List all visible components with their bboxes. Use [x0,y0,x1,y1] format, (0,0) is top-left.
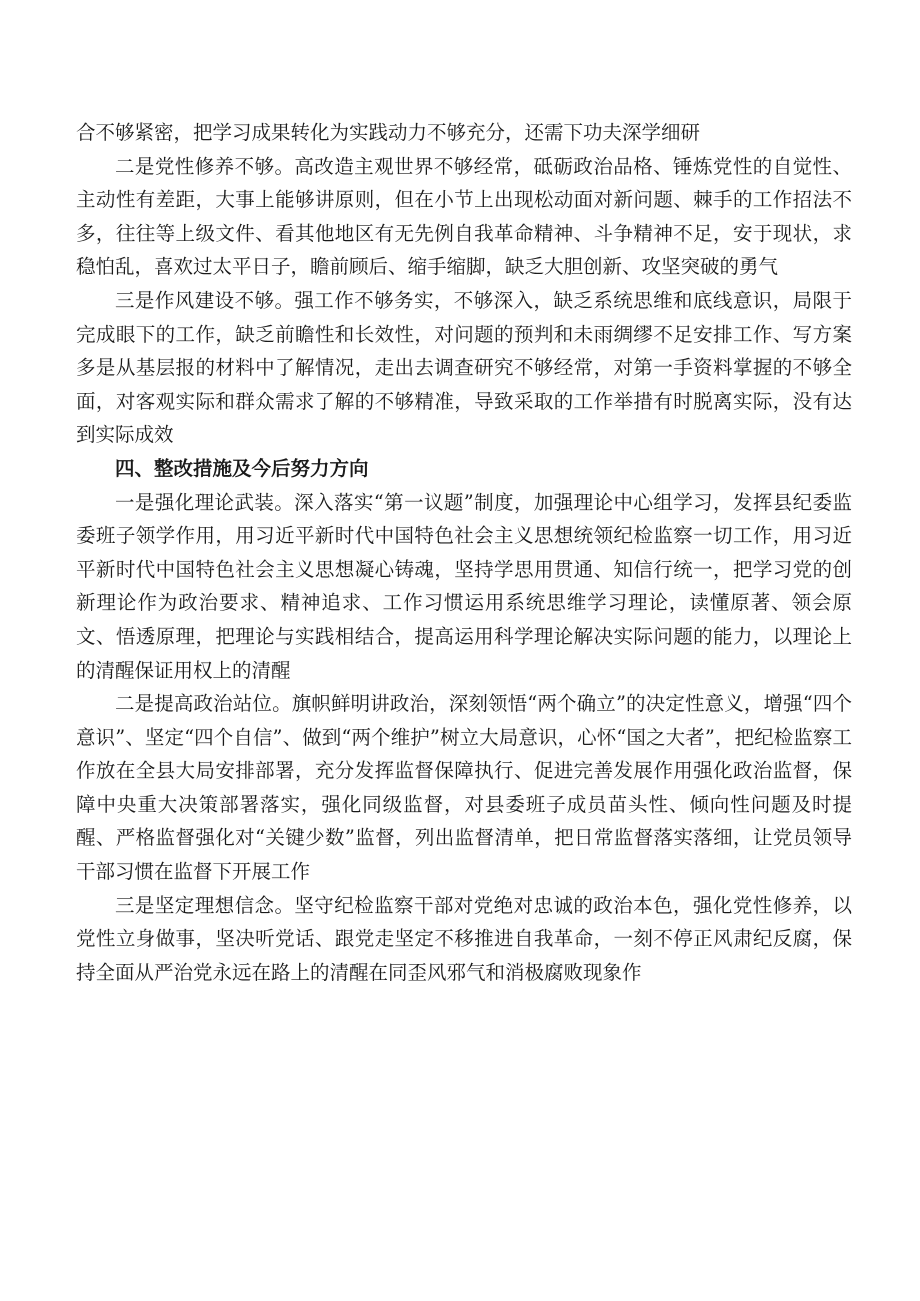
paragraph-theory-armament: 一是强化理论武装。深入落实“第一议题”制度，加强理论中心组学习，发挥县纪委监委班子领学作用，用习近平新时代中国特色社会主义思想统领纪检监察一切工作，用习近平新时代中国特色社会主义思想凝心铸魂，坚持学思用贯通、知信行统一，把学习党的创新理论作为政治要求、精神追求、工作习惯运用系统思维学习理论，读懂原著、领会原文、悟透原理，把理论与实践相结合，提高运用科学理论解决实际问题的能力，以理论上的清醒保证用权上的清醒 [76,490,852,682]
paragraph-ideals-beliefs: 三是坚定理想信念。坚守纪检监察干部对党绝对忠诚的政治本色，强化党性修养，以党性立身做事，坚决听党话、跟党走坚定不移推进自我革命，一刻不停正风肃纪反腐，保持全面从严治党永远在路上的清醒在同歪风邪气和消极腐败现象作 [76,893,852,984]
paragraph-political-stance: 二是提高政治站位。旗帜鲜明讲政治，深刻领悟“两个确立”的决定性意义，增强“四个意识”、坚定“四个自信”、做到“两个维护”树立大局意识，心怀“国之大者”，把纪检监察工作放在全县大局安排部署，充分发挥监督保障执行、促进完善发展作用强化政治监督，保障中央重大决策部署落实，强化同级监督，对县委班子成员苗头性、倾向性问题及时提醒、严格监督强化对“关键少数”监督，列出监督清单，把日常监督落实落细，让党员领导干部习惯在监督下开展工作 [76,692,852,884]
document-page [76,116,852,989]
section-heading: 四、整改措施及今后努力方向 [115,456,369,480]
paragraph-party-spirit: 二是党性修养不够。高改造主观世界不够经常，砥砺政治品格、锤炼党性的自觉性、主动性有差距，大事上能够讲原则，但在小节上出现松动面对新问题、棘手的工作招法不多，往往等上级文件、看其他地区有无先例自我革命精神、斗争精神不足，安于现状，求稳怕乱，喜欢过太平日子，瞻前顾后、缩手缩脚，缺乏大胆创新、攻坚突破的勇气 [76,154,852,279]
paragraph-work-style: 三是作风建设不够。强工作不够务实，不够深入，缺乏系统思维和底线意识，局限于完成眼下的工作，缺乏前瞻性和长效性，对问题的预判和未雨绸缪不足安排工作、写方案多是从基层报的材料中了解情况，走出去调查研究不够经常，对第一手资料掌握的不够全面，对客观实际和群众需求了解的不够精准，导致采取的工作举措有时脱离实际，没有达到实际成效 [76,288,852,447]
paragraph-continuation: 合不够紧密，把学习成果转化为实践动力不够充分，还需下功夫深学细研 [76,121,701,144]
